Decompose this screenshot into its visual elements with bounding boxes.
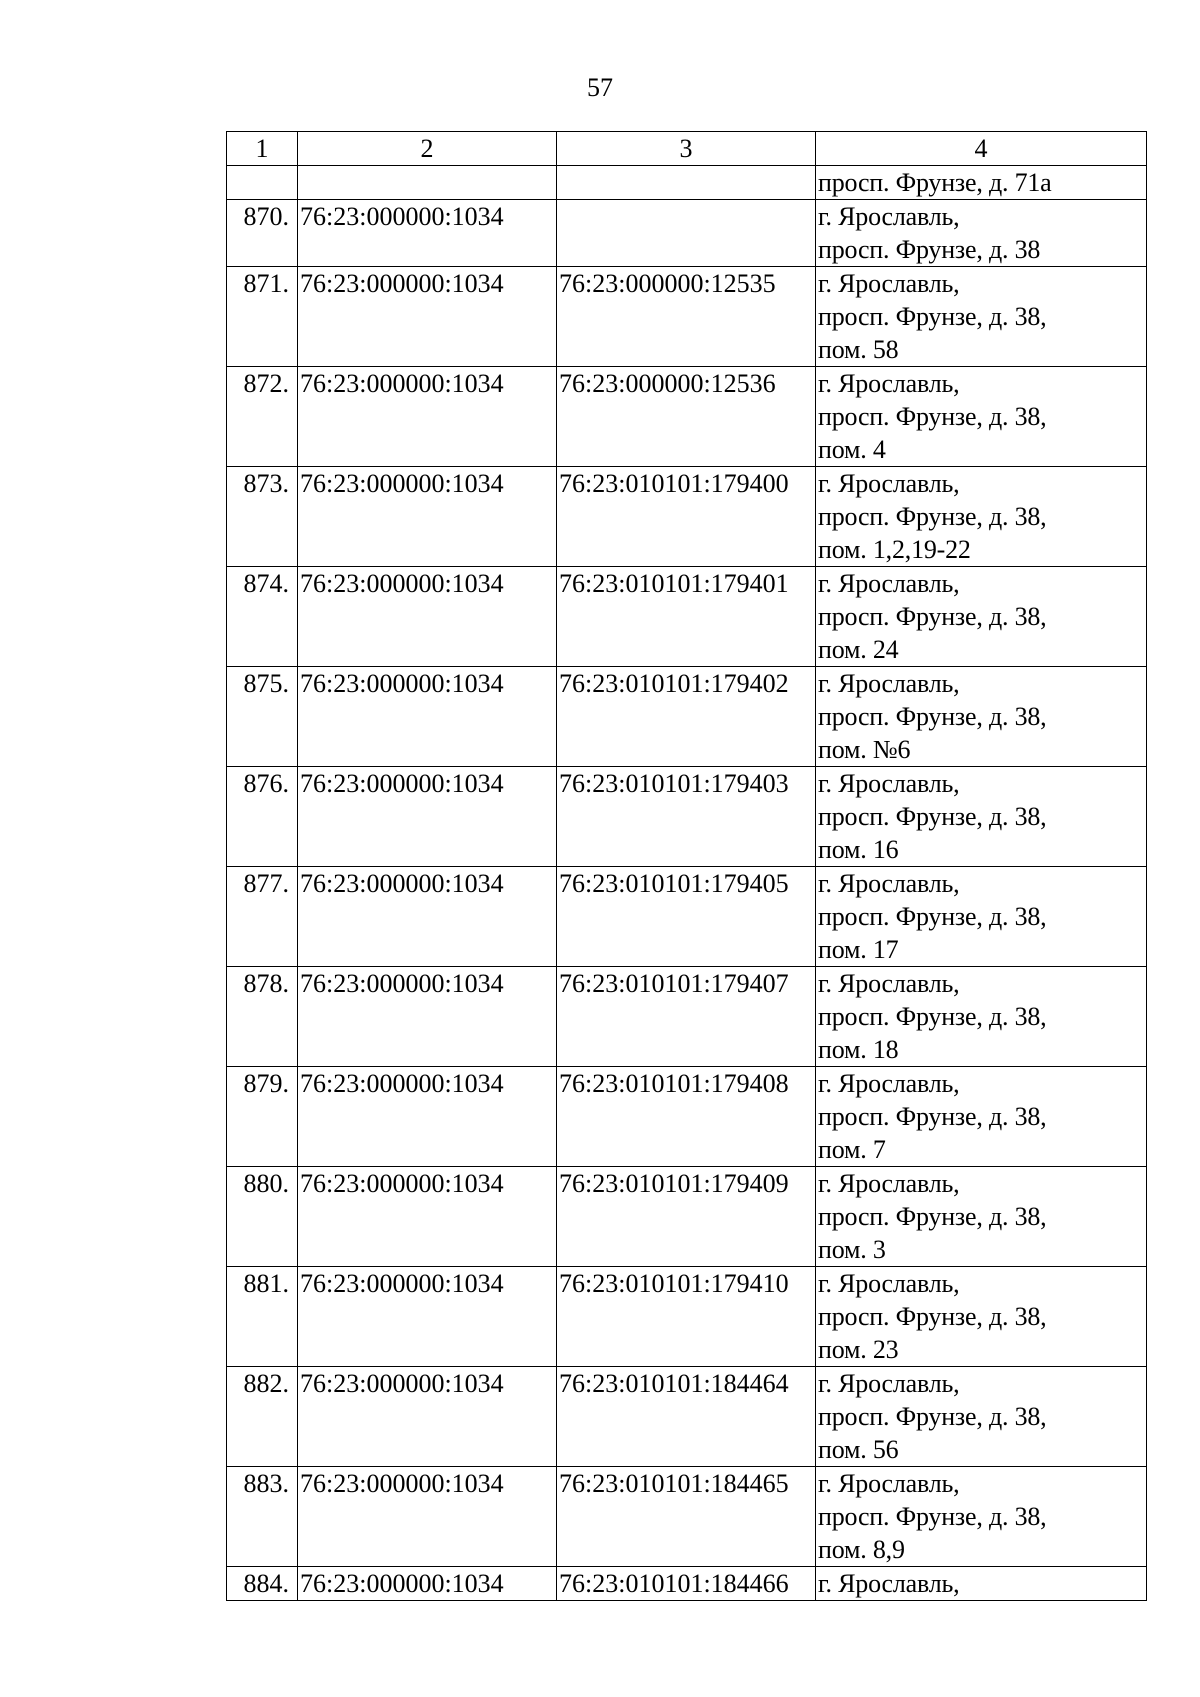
table-row [227, 767, 1147, 867]
object-number-cell: 76:23:000000:12536 [557, 367, 816, 467]
address-cell: г. Ярославль, просп. Фрунзе, д. 38, пом. 23 [816, 1267, 1147, 1367]
registry-table [226, 131, 1147, 1601]
cadastral-number-cell: 76:23:000000:1034 [298, 667, 557, 767]
table-header [227, 132, 1147, 166]
table-row [227, 1267, 1147, 1367]
table-row [227, 1067, 1147, 1167]
cadastral-number-cell: 76:23:000000:1034 [298, 367, 557, 467]
row-number-cell: 882. [227, 1367, 298, 1467]
table-row [227, 867, 1147, 967]
row-number-cell: 884. [227, 1567, 298, 1601]
row-number-cell: 873. [227, 467, 298, 567]
page-number: 57 [587, 73, 613, 102]
cadastral-number-cell: 76:23:000000:1034 [298, 467, 557, 567]
table-body [227, 166, 1147, 1601]
row-number-cell: 878. [227, 967, 298, 1067]
cadastral-number-cell: 76:23:000000:1034 [298, 867, 557, 967]
row-number-cell: 883. [227, 1467, 298, 1567]
cadastral-number-cell: 76:23:000000:1034 [298, 1467, 557, 1567]
object-number-cell: 76:23:010101:179401 [557, 567, 816, 667]
row-number-cell: 871. [227, 267, 298, 367]
object-number-cell: 76:23:010101:179400 [557, 467, 816, 567]
object-number-cell [557, 200, 816, 267]
address-cell: г. Ярославль, просп. Фрунзе, д. 38, пом. 16 [816, 767, 1147, 867]
cadastral-number-cell: 76:23:000000:1034 [298, 1367, 557, 1467]
address-cell: г. Ярославль, просп. Фрунзе, д. 38, пом. 3 [816, 1167, 1147, 1267]
cadastral-number-cell: 76:23:000000:1034 [298, 200, 557, 267]
table-row [227, 1567, 1147, 1601]
row-number-cell: 874. [227, 567, 298, 667]
address-cell: г. Ярославль, просп. Фрунзе, д. 38, пом. 7 [816, 1067, 1147, 1167]
object-number-cell: 76:23:010101:179410 [557, 1267, 816, 1367]
cadastral-number-cell: 76:23:000000:1034 [298, 1067, 557, 1167]
cadastral-number-cell: 76:23:000000:1034 [298, 1567, 557, 1601]
object-number-cell: 76:23:000000:12535 [557, 267, 816, 367]
address-cell: г. Ярославль, просп. Фрунзе, д. 38, пом. №6 [816, 667, 1147, 767]
row-number-cell: 872. [227, 367, 298, 467]
address-cell: г. Ярославль, просп. Фрунзе, д. 38, пом. 17 [816, 867, 1147, 967]
row-number-cell [227, 166, 298, 200]
address-cell: г. Ярославль, просп. Фрунзе, д. 38, пом. 8,9 [816, 1467, 1147, 1567]
address-cell: г. Ярославль, просп. Фрунзе, д. 38, пом. 1,2,19-22 [816, 467, 1147, 567]
object-number-cell: 76:23:010101:179408 [557, 1067, 816, 1167]
object-number-cell: 76:23:010101:179409 [557, 1167, 816, 1267]
object-number-cell: 76:23:010101:179407 [557, 967, 816, 1067]
table-row [227, 1367, 1147, 1467]
table-row [227, 967, 1147, 1067]
object-number-cell: 76:23:010101:184464 [557, 1367, 816, 1467]
cadastral-number-cell: 76:23:000000:1034 [298, 767, 557, 867]
cadastral-number-cell: 76:23:000000:1034 [298, 267, 557, 367]
column-header-1: 1 [227, 132, 298, 166]
object-number-cell: 76:23:010101:184465 [557, 1467, 816, 1567]
column-header-4: 4 [816, 132, 1147, 166]
address-cell: г. Ярославль, просп. Фрунзе, д. 38, пом. 4 [816, 367, 1147, 467]
object-number-cell: 76:23:010101:179403 [557, 767, 816, 867]
table-row [227, 567, 1147, 667]
address-cell: г. Ярославль, просп. Фрунзе, д. 38, пом. 56 [816, 1367, 1147, 1467]
header-row [227, 132, 1147, 166]
row-number-cell: 875. [227, 667, 298, 767]
address-cell: г. Ярославль, [816, 1567, 1147, 1601]
table-row [227, 1467, 1147, 1567]
row-number-cell: 870. [227, 200, 298, 267]
table-row [227, 166, 1147, 200]
address-cell: г. Ярославль, просп. Фрунзе, д. 38, пом. 58 [816, 267, 1147, 367]
address-cell: г. Ярославль, просп. Фрунзе, д. 38, пом. 24 [816, 567, 1147, 667]
object-number-cell [557, 166, 816, 200]
table-row [227, 467, 1147, 567]
address-cell: просп. Фрунзе, д. 71а [816, 166, 1147, 200]
row-number-cell: 879. [227, 1067, 298, 1167]
cadastral-number-cell [298, 166, 557, 200]
table-row [227, 200, 1147, 267]
table-row [227, 667, 1147, 767]
table-row [227, 367, 1147, 467]
object-number-cell: 76:23:010101:179405 [557, 867, 816, 967]
table-row [227, 1167, 1147, 1267]
row-number-cell: 877. [227, 867, 298, 967]
cadastral-number-cell: 76:23:000000:1034 [298, 1267, 557, 1367]
object-number-cell: 76:23:010101:184466 [557, 1567, 816, 1601]
table-row [227, 267, 1147, 367]
cadastral-number-cell: 76:23:000000:1034 [298, 567, 557, 667]
cadastral-number-cell: 76:23:000000:1034 [298, 1167, 557, 1267]
address-cell: г. Ярославль, просп. Фрунзе, д. 38 [816, 200, 1147, 267]
row-number-cell: 880. [227, 1167, 298, 1267]
column-header-2: 2 [298, 132, 557, 166]
column-header-3: 3 [557, 132, 816, 166]
object-number-cell: 76:23:010101:179402 [557, 667, 816, 767]
cadastral-number-cell: 76:23:000000:1034 [298, 967, 557, 1067]
row-number-cell: 876. [227, 767, 298, 867]
address-cell: г. Ярославль, просп. Фрунзе, д. 38, пом. 18 [816, 967, 1147, 1067]
row-number-cell: 881. [227, 1267, 298, 1367]
